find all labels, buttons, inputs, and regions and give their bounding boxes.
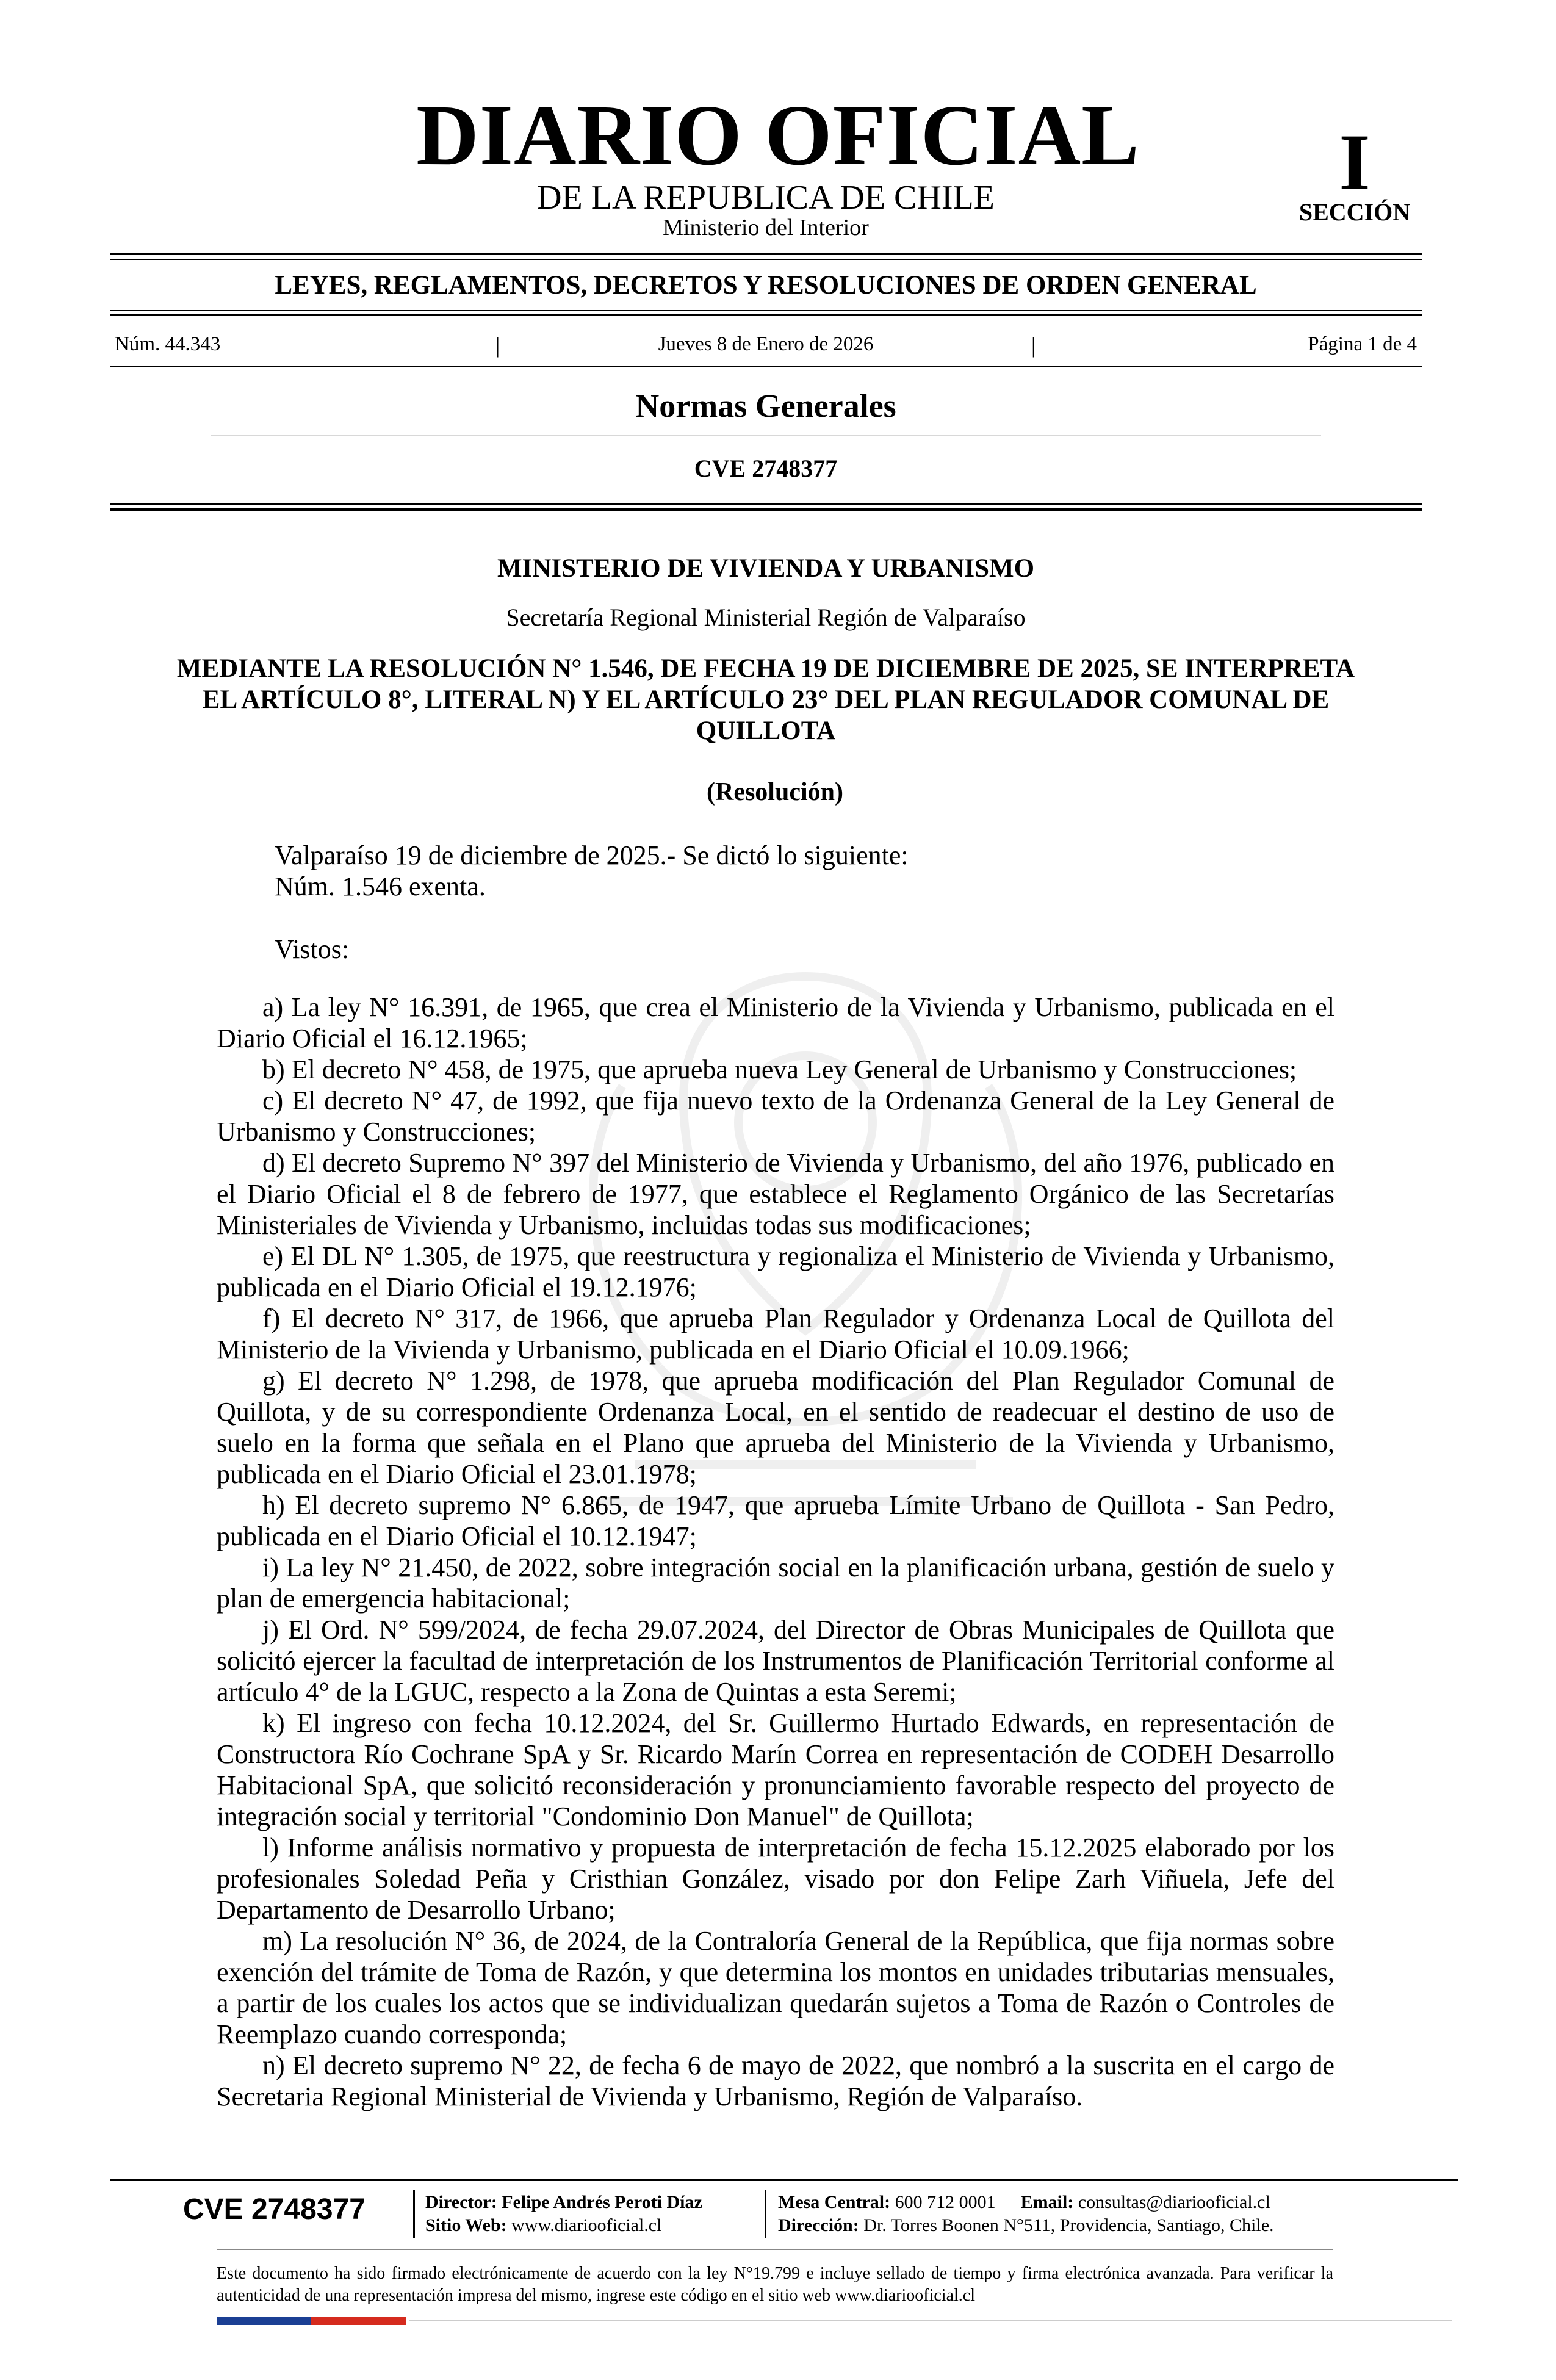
masthead-ministry: Ministerio del Interior (663, 215, 869, 240)
vistos-item: b) El decreto N° 458, de 1975, que aprueba nueva Ley General de Urbanismo y Construcciones; (262, 1055, 1297, 1084)
email-label: Email: (1020, 2192, 1074, 2212)
director-label: Director: (425, 2192, 497, 2212)
footer-separator (765, 2190, 766, 2238)
issue-date: Jueves 8 de Enero de 2026 (658, 333, 874, 355)
page-indicator: Página 1 de 4 (1308, 333, 1417, 355)
resolution-number: Núm. 1.546 exenta. (275, 871, 486, 901)
document-title: MEDIANTE LA RESOLUCIÓN N° 1.546, DE FECHA 19 DE DICIEMBRE DE 2025, SE INTERPRETA EL ARTÍCULO 8°, LITERAL N) Y EL ARTÍCULO 23° DEL PLAN REGULADOR COMUNAL DE QUILLOTA (176, 654, 1355, 745)
meta-separator: | (495, 333, 500, 358)
section-divider (211, 435, 1321, 436)
vistos-label: Vistos: (275, 934, 350, 964)
heading-rule-bottom (110, 314, 1422, 316)
flag-blue-segment (217, 2317, 311, 2325)
vistos-item: m) La resolución N° 36, de 2024, de la Contraloría General de la República, que fija normas sobre exención del trámite de Toma de Razón, y que determina los montos en unidades tributarias mensuales, a partir de los cuales los actos que se individualizan quedarán sujetos a Toma de Razón o Controles de Reemplazo cuando corresponda; (217, 1926, 1334, 2049)
issue-number: Núm. 44.343 (115, 333, 221, 355)
vistos-item: g) El decreto N° 1.298, de 1978, que aprueba modificación del Plan Regulador Comunal de Quillota, y de su correspondiente Ordenanza Local, en el sentido de readecuar el destino de uso de suelo en la forma que señala en el Plano que aprueba del Ministerio de la Vivienda y Urbanismo, publicada en el Diario Oficial el 23.01.1978; (217, 1366, 1334, 1489)
address-text: Dr. Torres Boonen N°511, Providencia, Santiago, Chile. (863, 2215, 1274, 2235)
vistos-item: c) El decreto N° 47, de 1992, que fija nuevo texto de la Ordenanza General de la Ley General de Urbanismo y Construcciones; (217, 1086, 1334, 1147)
vistos-item: e) El DL N° 1.305, de 1975, que reestructura y regionaliza el Ministerio de Vivienda y Urbanismo, publicada en el Diario Oficial el 19.12.1976; (217, 1241, 1334, 1302)
document-type: (Resolución) (707, 778, 843, 806)
flag-color-bar (217, 2317, 406, 2325)
footer-director (425, 2191, 702, 2214)
footer-cve-code: CVE 2748377 (183, 2193, 366, 2226)
meta-separator: | (1031, 333, 1036, 358)
orden-general-heading: LEYES, REGLAMENTOS, DECRETOS Y RESOLUCIONES DE ORDEN GENERAL (275, 271, 1257, 300)
flag-red-segment (311, 2317, 406, 2325)
footer-divider (217, 2249, 1333, 2250)
issuing-ministry: MINISTERIO DE VIVIENDA Y URBANISMO (497, 554, 1035, 583)
footer-rule (110, 2179, 1458, 2181)
footer-bottom-rule (409, 2320, 1452, 2321)
meta-rule (110, 366, 1422, 367)
signature-note: Este documento ha sido firmado electrónicamente de acuerdo con la ley N°19.799 e incluye sellado de tiempo y firma electrónica avanzada. Para verificar la autenticidad de una representación impresa del mismo, ingrese este código en el sitio web www.diariooficial.cl (217, 2264, 1333, 2305)
footer-address (778, 2214, 1274, 2237)
footer-website (425, 2214, 661, 2237)
address-label: Dirección: (778, 2215, 859, 2235)
mesa-phone: 600 712 0001 (895, 2192, 996, 2212)
footer-mesa-central (778, 2191, 1270, 2214)
vistos-item: l) Informe análisis normativo y propuesta de interpretación de fecha 15.12.2025 elaborado por los profesionales Soledad Peña y Cristhian González, visado por don Felipe Zarh Viñuela, Jefe del Departamento de Desarrollo Urbano; (217, 1833, 1334, 1925)
issue-meta-row (110, 334, 1422, 359)
footer-separator (413, 2190, 415, 2238)
masthead-rule-top (110, 253, 1422, 255)
cve-code: CVE 2748377 (694, 455, 838, 482)
masthead-subtitle: DE LA REPUBLICA DE CHILE (537, 179, 995, 217)
vistos-list (217, 992, 1334, 2112)
intro-place-date: Valparaíso 19 de diciembre de 2025.- Se dictó lo siguiente: (275, 840, 909, 870)
vistos-item: i) La ley N° 21.450, de 2022, sobre integración social en la planificación urbana, gestión de suelo y plan de emergencia habitacional; (217, 1552, 1334, 1614)
document-intro (275, 840, 909, 902)
masthead-title: DIARIO OFICIAL (416, 87, 1140, 183)
section-label: SECCIÓN (1298, 198, 1411, 226)
website-label: Sitio Web: (425, 2215, 507, 2235)
vistos-item: d) El decreto Supremo N° 397 del Ministerio de Vivienda y Urbanismo, del año 1976, publicado en el Diario Oficial el 8 de febrero de 1977, que establece el Reglamento Orgánico de las Secretarías Ministeriales de Vivienda y Urbanismo, incluidas todas sus modificaciones; (217, 1148, 1334, 1240)
vistos-item: f) El decreto N° 317, de 1966, que aprueba Plan Regulador y Ordenanza Local de Quillota del Ministerio de la Vivienda y Urbanismo, publicada en el Diario Oficial el 10.09.1966; (217, 1304, 1334, 1365)
section-numeral: I (1339, 117, 1371, 207)
vistos-item: k) El ingreso con fecha 10.12.2024, del Sr. Guillermo Hurtado Edwards, en representación de Constructora Río Cochrane SpA y Sr. Ricardo Marín Correa en representación de CODEH Desarrollo Habitacional SpA, que solicitó reconsideración y pronunciamiento favorable respecto del proyecto de integración social y territorial "Condominio Don Manuel" de Quillota; (217, 1708, 1334, 1831)
mesa-label: Mesa Central: (778, 2192, 891, 2212)
vistos-item: j) El Ord. N° 599/2024, de fecha 29.07.2024, del Director de Obras Municipales de Quillota que solicitó ejercer la facultad de interpretación de los Instrumentos de Planificación Territorial conforme al artículo 4° de la LGUC, respecto a la Zona de Quintas a esta Seremi; (217, 1615, 1334, 1707)
email-link[interactable]: consultas@diariooficial.cl (1078, 2192, 1270, 2212)
vistos-item: h) El decreto supremo N° 6.865, de 1947, que aprueba Límite Urbano de Quillota - San Pedro, publicada en el Diario Oficial el 10.12.1947; (217, 1490, 1334, 1551)
issuing-office: Secretaría Regional Ministerial Región de Valparaíso (506, 604, 1026, 631)
vistos-item: a) La ley N° 16.391, de 1965, que crea el Ministerio de la Vivienda y Urbanismo, publicada en el Diario Oficial el 16.12.1965; (217, 992, 1334, 1053)
cve-rule-top (110, 503, 1422, 505)
heading-rule-top (110, 310, 1422, 311)
vistos-item: n) El decreto supremo N° 22, de fecha 6 de mayo de 2022, que nombró a la suscrita en el cargo de Secretaria Regional Ministerial de Vivienda y Urbanismo, Región de Valparaíso. (217, 2050, 1334, 2111)
website-link[interactable]: www.diariooficial.cl (511, 2215, 662, 2235)
masthead-rule-bottom (110, 259, 1422, 260)
cve-rule-bottom (110, 508, 1422, 511)
section-title: Normas Generales (635, 388, 896, 424)
director-name: Felipe Andrés Peroti Díaz (502, 2192, 702, 2212)
